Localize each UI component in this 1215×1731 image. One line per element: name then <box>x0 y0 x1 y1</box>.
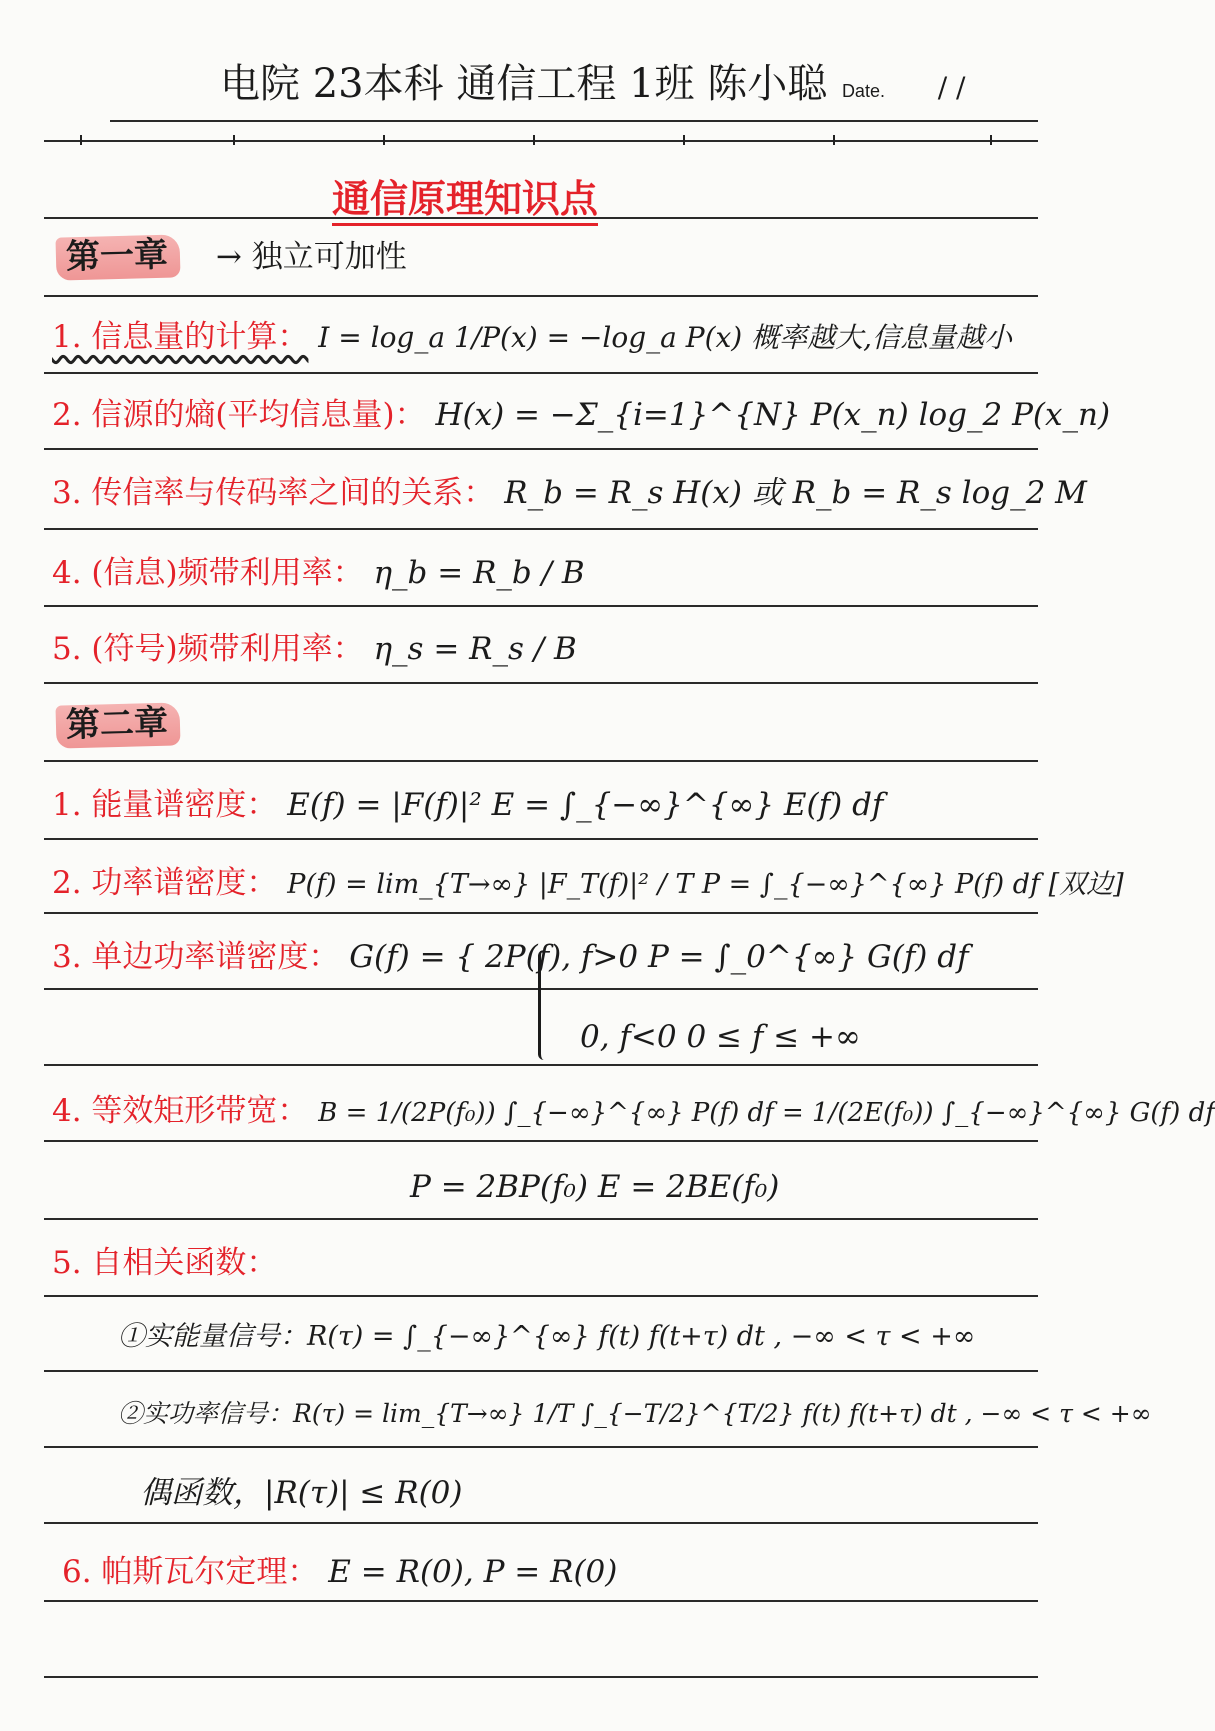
ch2-item-2 <box>52 865 1124 901</box>
ch2-item-1-formula: E(f) = |F(f)|² E = ∫_{−∞}^{∞} E(f) df <box>287 787 884 823</box>
ch2-item-3 <box>52 940 1070 974</box>
chapter-2-heading: 第二章 <box>55 702 180 749</box>
chapter-1-heading-row <box>56 236 1070 279</box>
tick <box>990 135 992 145</box>
rule <box>44 1600 1038 1602</box>
ch2-item-5 <box>52 1246 1070 1280</box>
date-label: Date. <box>841 81 885 101</box>
tick <box>383 135 385 145</box>
ch1-item-5-formula: η_s = R_s / B <box>373 631 577 667</box>
ch1-item-2-label: 2. 信源的熵(平均信息量)： <box>52 397 426 433</box>
ch2-item-3-label: 3. 单边功率谱密度： <box>52 939 340 975</box>
ch1-item-3-label: 3. 传信率与传码率之间的关系： <box>52 475 495 511</box>
ch1-item-3-formula: R_b = R_s H(x) 或 R_b = R_s log_2 M <box>504 475 1087 511</box>
ch2-item-3-formula: G(f) = { 2P(f), f>0 P = ∫_0^{∞} G(f) df <box>349 939 969 975</box>
ch2-item-6 <box>62 1555 1070 1589</box>
rule <box>44 682 1038 684</box>
rule <box>44 912 1038 914</box>
header-rule <box>110 120 1038 122</box>
subtitle-text: 通信原理知识点 <box>332 176 598 226</box>
header-title-text: 电院 23本科 通信工程 1班 陈小聪 <box>220 61 828 107</box>
ch2-item-4 <box>52 1093 1215 1129</box>
ch2-item-1-label: 1. 能量谱密度： <box>52 787 278 823</box>
ch2-item-5-sub-3: 偶函数，|R(τ)| ≤ R(0) <box>140 1475 463 1511</box>
ch1-item-4 <box>52 556 1070 590</box>
ch1-item-1 <box>52 320 1070 354</box>
ch2-item-4-formula-line2: P = 2BP(f₀) E = 2BE(f₀) <box>410 1169 780 1205</box>
rule <box>44 528 1038 530</box>
tick <box>233 135 235 145</box>
date-slashes: / / <box>937 71 966 104</box>
ch2-item-4-formula: B = 1/(2P(f₀)) ∫_{−∞}^{∞} P(f) df = 1/(2E(f₀)) ∫_{−∞}^{∞} G(f) df <box>318 1098 1215 1128</box>
rule <box>44 760 1038 762</box>
rule <box>44 1295 1038 1297</box>
ch1-item-4-label: 4. (信息)频带利用率： <box>52 555 364 591</box>
ch2-item-1 <box>52 788 1070 822</box>
tick <box>533 135 535 145</box>
rule <box>44 1446 1038 1448</box>
rule <box>44 1522 1038 1524</box>
tick <box>683 135 685 145</box>
ch2-item-2-label: 2. 功率谱密度： <box>52 865 278 901</box>
tick <box>833 135 835 145</box>
chapter-1-heading: 第一章 <box>55 234 180 281</box>
rule <box>44 1370 1038 1372</box>
rule <box>44 1218 1038 1220</box>
ch1-item-2 <box>52 397 1111 433</box>
ch1-item-4-formula: η_b = R_b / B <box>373 555 585 591</box>
rule <box>44 1140 1038 1142</box>
ch1-item-5 <box>52 632 1070 666</box>
chapter-1-note: → 独立可加性 <box>215 239 407 275</box>
rule <box>44 217 1038 219</box>
ch2-item-4-label: 4. 等效矩形带宽： <box>52 1093 309 1129</box>
rule <box>44 448 1038 450</box>
rule <box>44 372 1038 374</box>
page-header-title <box>220 52 965 109</box>
ch1-item-2-formula: H(x) = −Σ_{i=1}^{N} P(x_n) log_2 P(x_n) <box>435 397 1111 433</box>
rule <box>44 605 1038 607</box>
ch2-item-5-sub-2: ②实功率信号：R(τ) = lim_{T→∞} 1/T ∫_{−T/2}^{T/2} f(t) f(t+τ) dt , −∞ < τ < +∞ <box>118 1399 1152 1428</box>
ch1-item-5-label: 5. (符号)频带利用率： <box>52 631 364 667</box>
ch2-item-2-formula: P(f) = lim_{T→∞} |F_T(f)|² / T P = ∫_{−∞}^{∞} P(f) df [双边] <box>287 869 1124 900</box>
rule <box>44 838 1038 840</box>
piecewise-brace <box>538 950 549 1060</box>
ch1-item-1-formula: I = log_a 1/P(x) = −log_a P(x) 概率越大,信息量越小 <box>318 321 1013 354</box>
ch2-item-5-label: 5. 自相关函数： <box>52 1245 278 1281</box>
ch1-item-3 <box>52 475 1087 511</box>
rule <box>44 140 1038 142</box>
ch2-item-3-formula-line2: 0, f<0 0 ≤ f ≤ +∞ <box>580 1019 861 1055</box>
ch1-item-1-label: 1. 信息量的计算： <box>52 319 309 355</box>
ch2-item-5-sub-1: ①实能量信号：R(τ) = ∫_{−∞}^{∞} f(t) f(t+τ) dt , −∞ < τ < +∞ <box>118 1321 976 1352</box>
chapter-2-heading-row <box>56 704 1070 747</box>
rule <box>44 1064 1038 1066</box>
tick <box>80 135 82 145</box>
ch2-item-6-label: 6. 帕斯瓦尔定理： <box>62 1554 319 1590</box>
rule <box>44 295 1038 297</box>
rule <box>44 1676 1038 1678</box>
ch2-item-6-formula: E = R(0), P = R(0) <box>328 1554 618 1590</box>
page-subtitle <box>332 168 598 223</box>
